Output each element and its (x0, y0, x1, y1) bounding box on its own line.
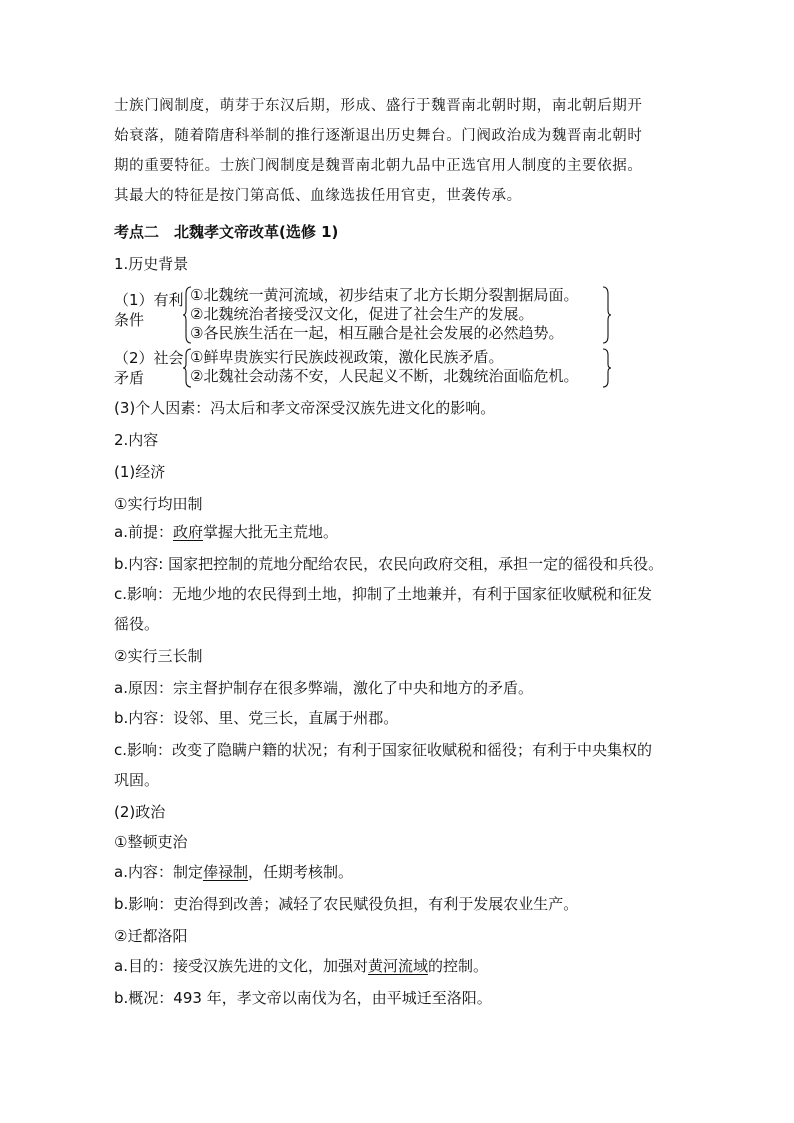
economy-heading: (1)经济 (114, 463, 166, 481)
favorable-item-1: ①北魏统一黄河流域，初步结束了北方长期分裂割据局面。 (190, 286, 579, 304)
capital-key-term: 黄河流域 (367, 957, 428, 975)
intro-line-1: 士族门阀制度，萌芽于东汉后期，形成、盛行于魏晋南北朝时期，南北朝后期开 (114, 98, 643, 114)
juntian-impact-line1: c.影响：无地少地的农民得到土地，抑制了土地兼并，有利于国家征收赋税和征发 (114, 585, 653, 603)
sanzhang-impact-line1: c.影响：改变了隐瞒户籍的状况；有利于国家征收赋税和徭役；有利于中央集权的 (114, 741, 653, 759)
personal-factor: (3)个人因素：冯太后和孝文帝深受汉族先进文化的影响。 (114, 399, 496, 417)
contradiction-item-2: ②北魏社会动荡不安，人民起义不断，北魏统治面临危机。 (190, 367, 579, 385)
premise-key-term: 政府 (172, 523, 203, 541)
sanzhang-reason: a.原因：宗主督护制存在很多弊端，激化了中央和地方的矛盾。 (114, 679, 533, 697)
juntian-title: ①实行均田制 (114, 495, 203, 513)
intro-line-4: 其最大的特征是按门第高低、血缘选拔任用官吏，世袭传承。 (114, 188, 522, 204)
premise-suffix: 掌握大批无主荒地。 (202, 523, 338, 541)
section-title: 考点二 北魏孝文帝改革(选修 1) (114, 223, 339, 241)
right-brace-icon (602, 286, 612, 344)
intro-line-2: 始衰落，随着隋唐科举制的推行逐渐退出历史舞台。门阀政治成为魏晋南北朝时 (114, 128, 643, 144)
favorable-conditions-group (114, 286, 654, 346)
premise-prefix: a.前提： (114, 523, 173, 541)
sanzhang-impact-line2: 巩固。 (114, 771, 160, 789)
favorable-item-2: ②北魏统治者接受汉文化，促进了社会生产的发展。 (190, 305, 534, 323)
official-title: ①整顿吏治 (114, 833, 188, 851)
politics-heading: (2)政治 (114, 803, 166, 821)
sanzhang-content: b.内容：设邻、里、党三长，直属于州郡。 (114, 709, 399, 727)
juntian-premise (114, 522, 684, 542)
background-heading: 1.历史背景 (114, 255, 189, 273)
favorable-label-line2: 条件 (114, 311, 145, 329)
capital-purpose-prefix: a.目的：接受汉族先进的文化，加强对 (114, 957, 368, 975)
juntian-impact-line2: 徭役。 (114, 615, 160, 633)
official-content (114, 862, 684, 882)
right-brace-icon (602, 348, 612, 388)
contradiction-label-line2: 矛盾 (114, 369, 145, 387)
official-impact: b.影响：吏治得到改善；减轻了农民赋役负担，有利于发展农业生产。 (114, 895, 579, 913)
capital-overview: b.概况：493 年，孝文帝以南伐为名，由平城迁至洛阳。 (114, 989, 492, 1007)
capital-purpose (114, 956, 684, 976)
favorable-label-line1: （1）有利 (114, 291, 184, 309)
intro-line-3: 期的重要特征。士族门阀制度是魏晋南北朝九品中正选官用人制度的主要依据。 (114, 158, 643, 174)
sanzhang-title: ②实行三长制 (114, 647, 203, 665)
official-key-term: 俸禄制 (202, 863, 248, 881)
capital-title: ②迁都洛阳 (114, 927, 188, 945)
contradiction-item-1: ①鲜卑贵族实行民族歧视政策，激化民族矛盾。 (190, 348, 504, 366)
capital-purpose-suffix: 的控制。 (427, 957, 488, 975)
content-heading: 2.内容 (114, 431, 159, 449)
social-contradiction-group (114, 348, 654, 388)
juntian-content: b.内容: 国家把控制的荒地分配给农民，农民向政府交租，承担一定的徭役和兵役。 (114, 555, 664, 573)
contradiction-label-line1: （2）社会 (114, 349, 184, 367)
official-content-prefix: a.内容：制定 (114, 863, 203, 881)
favorable-item-3: ③各民族生活在一起，相互融合是社会发展的必然趋势。 (190, 324, 564, 342)
official-content-suffix: ，任期考核制。 (247, 863, 353, 881)
